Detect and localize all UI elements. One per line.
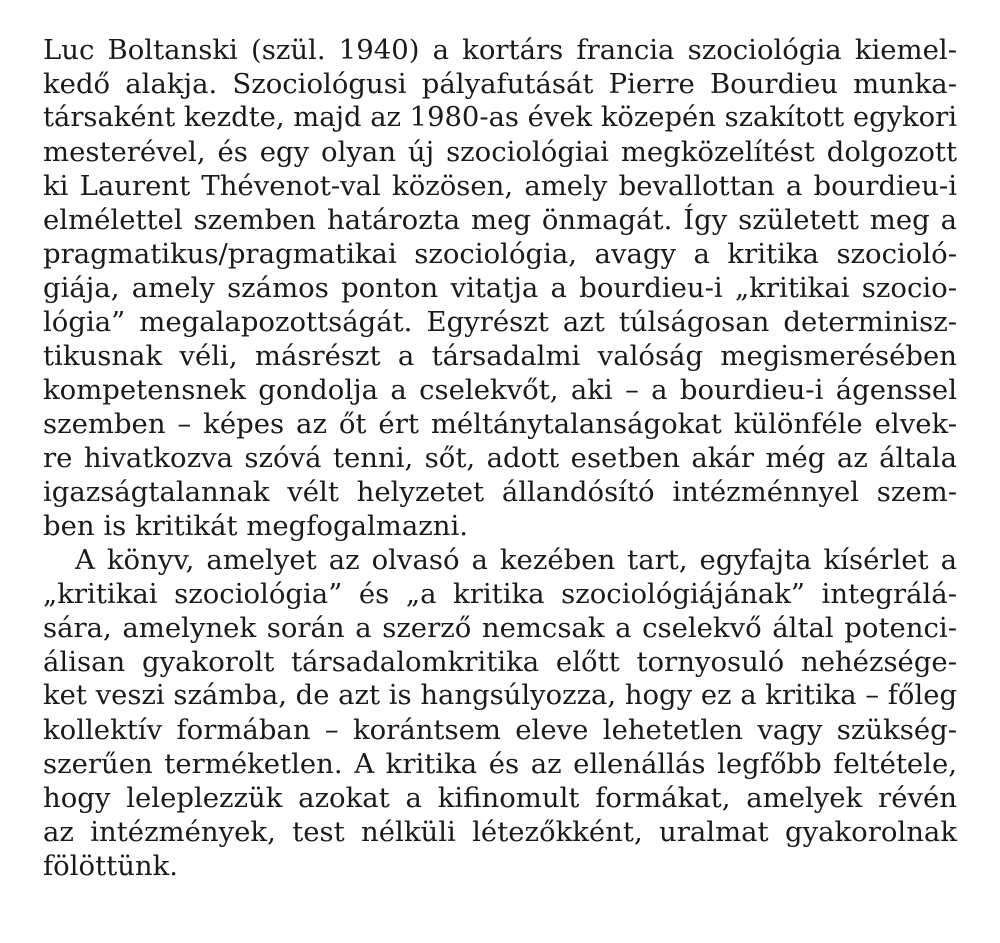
paragraph-1-line-3: társaként kezdte, majd az 1980-as évek közepén szakított egykori <box>43 102 957 133</box>
paragraph-1-line-14: igazságtalannak vélt helyzetet állandósító intézménnyel szem- <box>43 476 957 508</box>
paragraph-2-line-8: hogy leleplezzük azokat a kifinomult formákat, amelyek révén <box>43 782 957 814</box>
paragraph-1-line-6: elmélettel szemben határozta meg önmagát. Így született meg a <box>43 204 957 236</box>
paragraph-1-line-5: ki Laurent Thévenot-val közösen, amely bevallottan a bourdieu-i <box>43 170 957 202</box>
paragraph-1-line-12: szemben – képes az őt ért méltánytalanságokat különféle elvek- <box>43 408 957 440</box>
paragraph-1-line-8: giája, amely számos ponton vitatja a bourdieu-i „kritikai szocio- <box>43 272 957 304</box>
paragraph-1-line-9: lógia” megalapozottságát. Egyrészt azt túlságosan determinisz- <box>43 306 957 338</box>
paragraph-2-line-9: az intézmények, test nélküli létezőkként, uralmat gyakorolnak <box>43 816 957 848</box>
paragraph-2-line-10: fölöttünk. <box>43 850 179 882</box>
paragraph-2-line-6: kollektív formában – korántsem eleve lehetetlen vagy szükség- <box>43 714 957 746</box>
paragraph-2-line-7: szerűen terméketlen. A kritika és az ellenállás legfőbb feltétele, <box>43 748 957 780</box>
paragraph-1-line-13: re hivatkozva szóvá tenni, sőt, adott esetben akár még az általa <box>43 442 957 474</box>
paragraph-1-line-10: tikusnak véli, másrészt a társadalmi valóság megismerésében <box>43 340 957 372</box>
paragraph-2-line-1: A könyv, amelyet az olvasó a kezében tart, egyfajta kísérlet a <box>75 544 957 576</box>
paragraph-1-line-4: mesterével, és egy olyan új szociológiai megközelítést dolgozott <box>43 136 957 168</box>
paragraph-1-line-2: kedő alakja. Szociológusi pályafutását Pierre Bourdieu munka- <box>43 68 957 100</box>
paragraph-2-line-4: álisan gyakorolt társadalomkritika előtt tornyosuló nehézsége- <box>43 646 957 678</box>
paragraph-2-line-2: „kritikai szociológia” és „a kritika szociológiájának” integrálá- <box>43 578 957 610</box>
paragraph-1-line-11: kompetensnek gondolja a cselekvőt, aki – a bourdieu-i ágenssel <box>43 374 957 406</box>
paragraph-1-line-15: ben is kritikát megfogalmazni. <box>43 510 468 542</box>
paragraph-1-line-7: pragmatikus/pragmatikai szociológia, avagy a kritika szocioló- <box>43 238 957 270</box>
paragraph-1-line-1: Luc Boltanski (szül. 1940) a kortárs francia szociológia kiemel- <box>43 34 957 66</box>
paragraph-2-line-3: sára, amelynek során a szerző nemcsak a cselekvő által potenci- <box>43 612 957 644</box>
paragraph-2-line-5: ket veszi számba, de azt is hangsúlyozza, hogy ez a kritika – főleg <box>43 680 958 711</box>
